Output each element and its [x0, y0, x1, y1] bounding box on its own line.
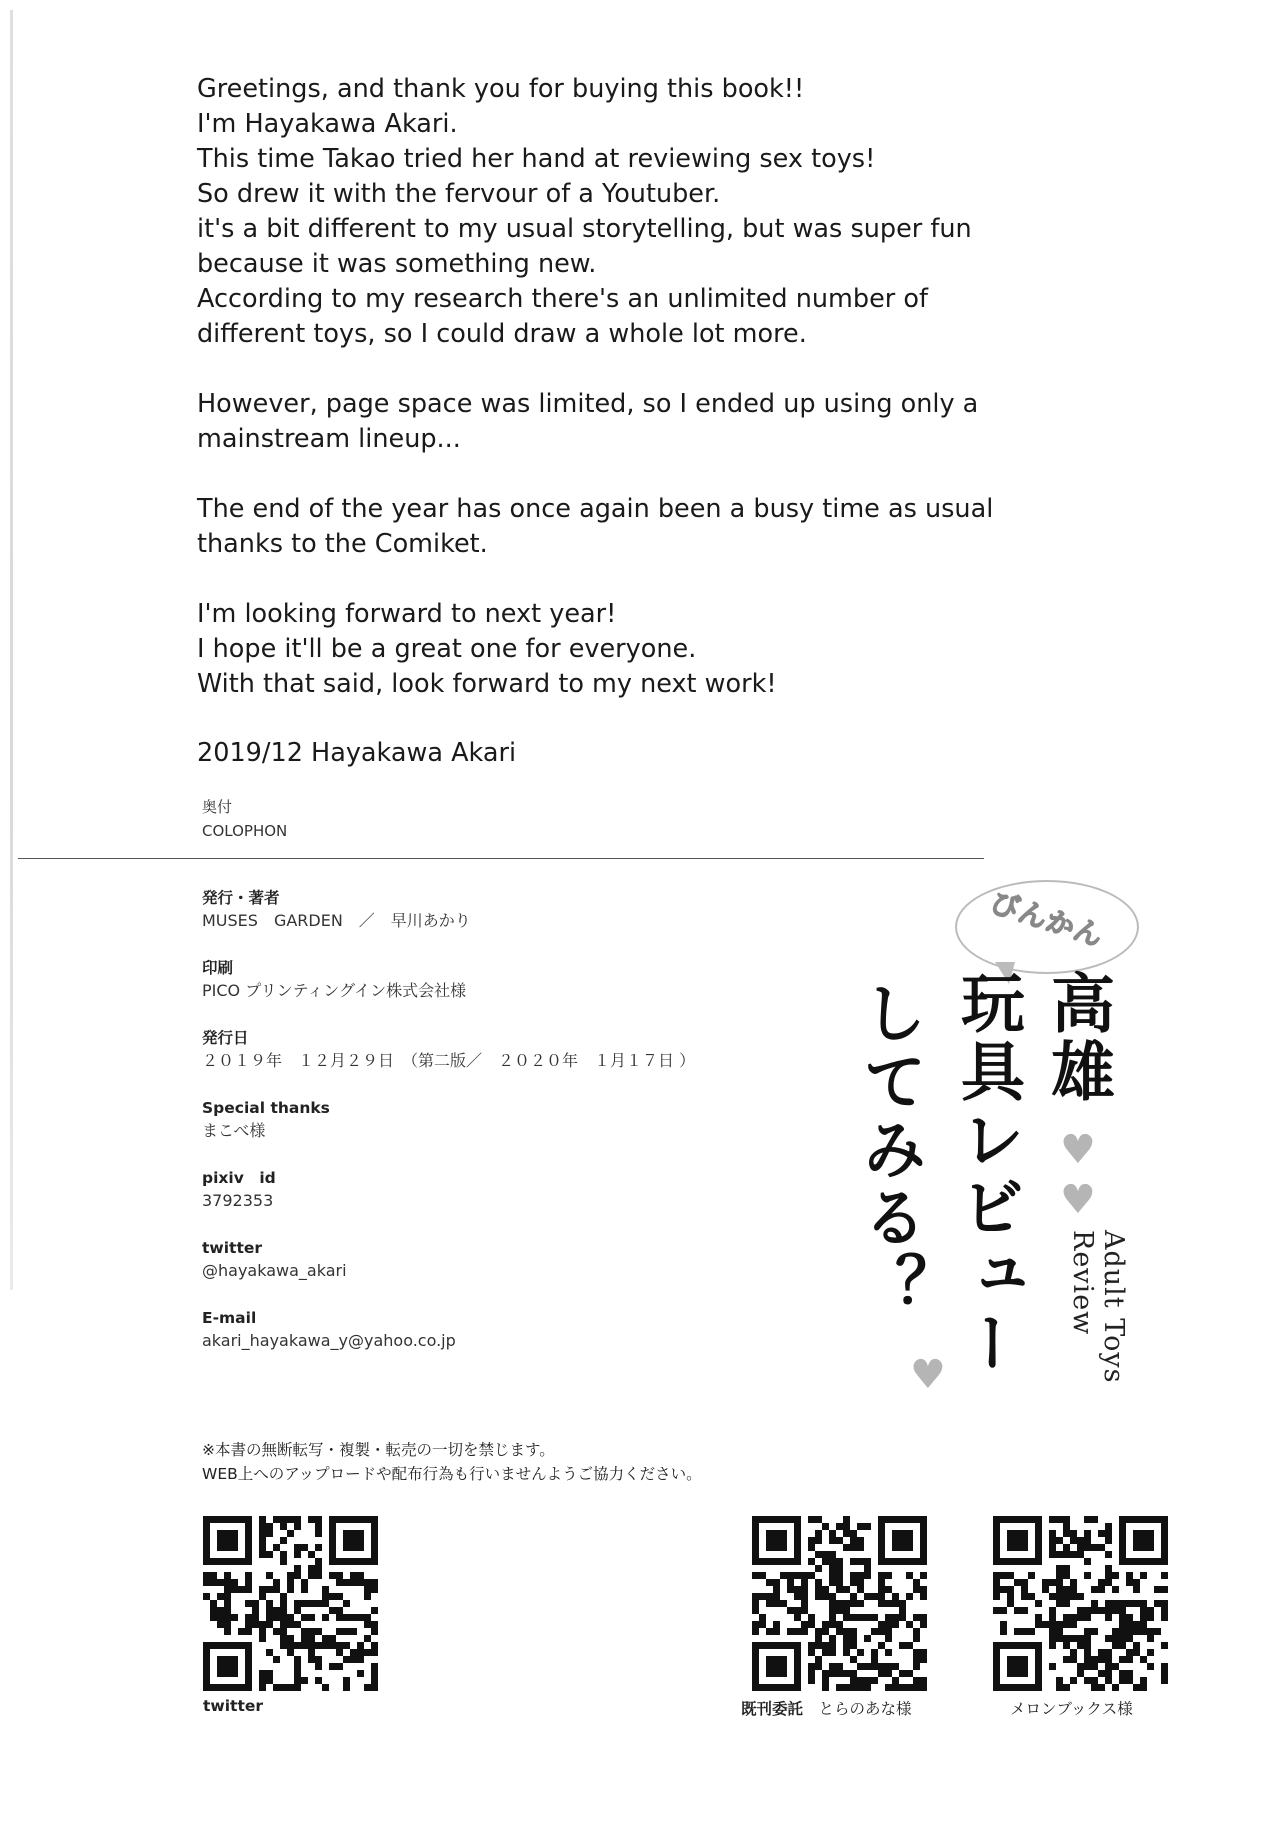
- twitter-entry: [202, 1237, 762, 1283]
- afterword-line: Greetings, and thank you for buying this book!!: [197, 74, 805, 104]
- notice-line: ※本書の無断転写・複製・転売の一切を禁じます。: [202, 1441, 555, 1459]
- entry-label: Special thanks: [202, 1099, 330, 1117]
- afterword-line: thanks to the Comiket.: [197, 529, 488, 559]
- afterword-line: I'm looking forward to next year!: [197, 599, 617, 629]
- special-thanks-entry: [202, 1097, 762, 1143]
- entry-value: 3792353: [202, 1191, 274, 1210]
- qr-label-bold: 既刊委託: [741, 1700, 804, 1718]
- entry-value: ２０１９年 １２月２９日 （第二版／ ２０２０年 １月１７日 ）: [202, 1051, 696, 1070]
- printer-entry: [202, 957, 762, 1003]
- email-entry: [202, 1307, 762, 1353]
- afterword-line: different toys, so I could draw a whole lot more.: [197, 319, 807, 349]
- entry-label: twitter: [202, 1239, 263, 1257]
- qr-label-text: メロンブックス様: [1010, 1700, 1133, 1718]
- entry-label: E-mail: [202, 1309, 257, 1327]
- heart-icon: ♥: [910, 1352, 946, 1398]
- title-subtitle: Adult Toys Review: [1067, 1230, 1129, 1384]
- entry-value: @hayakawa_akari: [202, 1261, 347, 1280]
- entry-label: 発行・著者: [202, 889, 280, 907]
- page-edge-shadow: [10, 10, 13, 1290]
- colophon-heading-jp: 奥付: [202, 798, 233, 816]
- qr-label-bold: twitter: [203, 1697, 264, 1715]
- title-column-3: してみる？: [852, 980, 926, 1320]
- afterword-paragraph-2: [197, 387, 997, 457]
- entry-value: まこべ様: [202, 1121, 266, 1140]
- melonbooks-qr-code-icon[interactable]: [993, 1516, 1168, 1691]
- title-column-1: 高雄: [1040, 970, 1114, 1106]
- heart-icon: ♥: [1060, 1177, 1096, 1223]
- publisher-entry: [202, 887, 762, 933]
- pixiv-entry: [202, 1167, 762, 1213]
- afterword-line: So drew it with the fervour of a Youtuber.: [197, 179, 721, 209]
- afterword-paragraph-3: [197, 492, 997, 562]
- entry-label: 印刷: [202, 959, 234, 977]
- publish-date-entry: [202, 1027, 762, 1073]
- afterword-line: it's a bit different to my usual storytelling, but was super fun: [197, 214, 972, 244]
- afterword-text: [197, 72, 997, 737]
- afterword-paragraph-1: [197, 72, 997, 352]
- title-logo: [845, 880, 1185, 1440]
- copyright-notice: [202, 1438, 702, 1486]
- heart-icon: ♥: [1060, 1127, 1096, 1173]
- colophon-details: [202, 887, 762, 1377]
- afterword-paragraph-4: [197, 597, 997, 702]
- entry-label: pixiv id: [202, 1169, 276, 1187]
- twitter-qr-code-icon[interactable]: [203, 1516, 378, 1691]
- qr-label-melonbooks: [1010, 1697, 1133, 1719]
- entry-value: MUSES GARDEN ／ 早川あかり: [202, 911, 471, 930]
- afterword-line: However, page space was limited, so I ended up using only a: [197, 389, 979, 419]
- signature: 2019/12 Hayakawa Akari: [197, 738, 517, 768]
- qr-label-toranoana: [741, 1697, 912, 1719]
- qr-label-twitter: [203, 1697, 263, 1715]
- afterword-line: The end of the year has once again been a busy time as usual: [197, 494, 994, 524]
- afterword-line: mainstream lineup...: [197, 424, 461, 454]
- divider: [18, 858, 984, 859]
- afterword-line: I'm Hayakawa Akari.: [197, 109, 458, 139]
- afterword-line: I hope it'll be a great one for everyone.: [197, 634, 697, 664]
- qr-label-text: とらのあな様: [818, 1700, 912, 1718]
- colophon-heading-en: COLOPHON: [202, 822, 288, 840]
- toranoana-qr-code-icon[interactable]: [752, 1516, 927, 1691]
- notice-line: WEB上へのアップロードや配布行為も行いませんようご協力ください。: [202, 1465, 702, 1483]
- title-column-2: 玩具レビュー: [950, 970, 1024, 1378]
- entry-label: 発行日: [202, 1029, 249, 1047]
- afterword-line: because it was something new.: [197, 249, 597, 279]
- colophon-heading: [202, 795, 287, 843]
- bubble-text: びんかん: [986, 885, 1108, 954]
- entry-value: akari_hayakawa_y@yahoo.co.jp: [202, 1331, 456, 1350]
- afterword-line: With that said, look forward to my next work!: [197, 669, 777, 699]
- afterword-line: This time Takao tried her hand at reviewing sex toys!: [197, 144, 876, 174]
- afterword-line: According to my research there's an unlimited number of: [197, 284, 928, 314]
- entry-value: PICO プリンティングイン株式会社様: [202, 981, 467, 1000]
